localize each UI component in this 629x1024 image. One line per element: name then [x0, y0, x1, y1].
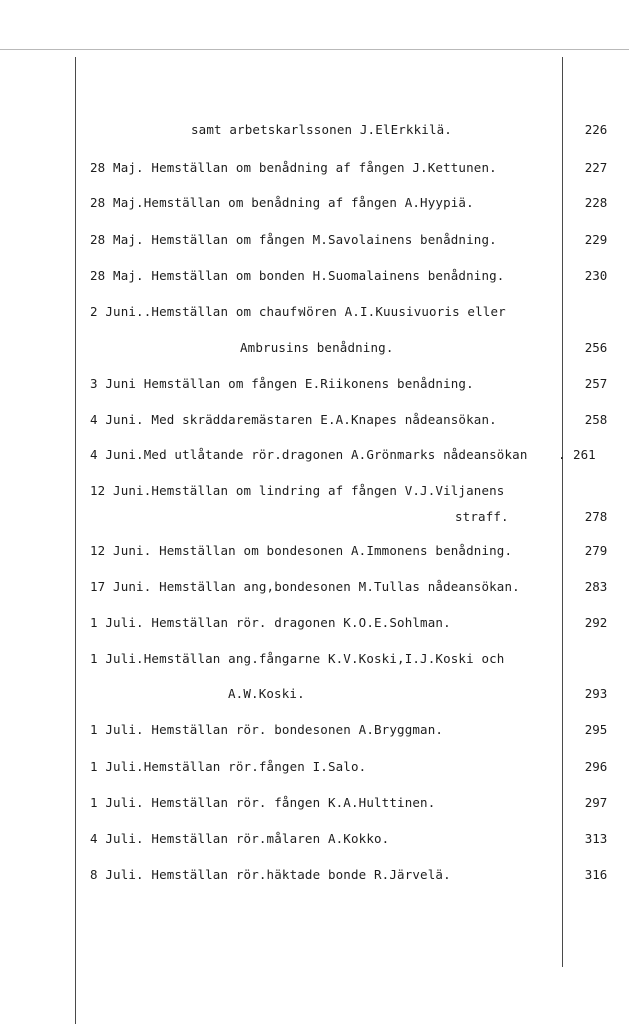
entry-text-continued: A.W.Koski.	[228, 686, 305, 701]
entry-text: 3 Juni Hemställan om fången E.Riikonens benådning.	[90, 376, 474, 391]
page-number: 292	[584, 615, 608, 630]
index-entry	[0, 615, 629, 639]
page-number: 230	[584, 268, 608, 283]
page-number: 296	[584, 759, 608, 774]
index-entry	[0, 722, 629, 746]
page-number: . 261	[558, 447, 596, 462]
index-entry	[0, 447, 629, 471]
index-entry-continuation	[0, 686, 629, 710]
index-entry	[0, 122, 629, 146]
index-entry	[0, 831, 629, 855]
index-entry	[0, 483, 629, 507]
entry-text: 4 Juli. Hemställan rör.målaren A.Kokko.	[90, 831, 390, 846]
index-entry	[0, 195, 629, 219]
page-number: 258	[584, 412, 608, 427]
entry-text: 4 Juni. Med skräddaremästaren E.A.Knapes nådeansökan.	[90, 412, 497, 427]
entry-text: 12 Juni.Hemställan om lindring af fången V.J.Viljanens	[90, 483, 505, 498]
entry-text: 1 Juli. Hemställan rör. fången K.A.Hulttinen.	[90, 795, 436, 810]
entry-text: 17 Juni. Hemställan ang,bondesonen M.Tullas nådeansökan.	[90, 579, 520, 594]
index-entry-continuation	[0, 509, 629, 533]
page-number: 293	[584, 686, 608, 701]
entry-text: 28 Maj. Hemställan om bonden H.Suomalainens benådning.	[90, 268, 505, 283]
entry-text: 8 Juli. Hemställan rör.häktade bonde R.Järvelä.	[90, 867, 451, 882]
entry-text: samt arbetskarlssonen J.ElErkkilä.	[191, 122, 452, 137]
entry-text-continued: straff.	[455, 509, 509, 524]
page-number: 283	[584, 579, 608, 594]
entry-text: 1 Juli.Hemställan rör.fången I.Salo.	[90, 759, 367, 774]
page-number: 226	[584, 122, 608, 137]
entry-text: 1 Juli. Hemställan rör. dragonen K.O.E.Sohlman.	[90, 615, 451, 630]
index-entry	[0, 579, 629, 603]
index-entry	[0, 543, 629, 567]
index-entry-continuation	[0, 340, 629, 364]
page-number: 256	[584, 340, 608, 355]
entry-text: 1 Juli.Hemställan ang.fångarne K.V.Koski,I.J.Koski och	[90, 651, 505, 666]
page-number: 229	[584, 232, 608, 247]
entry-text: 28 Maj.Hemställan om benådning af fången A.Hyypiä.	[90, 195, 474, 210]
page-number: 278	[584, 509, 608, 524]
index-entry	[0, 651, 629, 675]
entry-text: 28 Maj. Hemställan om benådning af fången J.Kettunen.	[90, 160, 497, 175]
page-number: 228	[584, 195, 608, 210]
entry-text: 28 Maj. Hemställan om fången M.Savolainens benådning.	[90, 232, 497, 247]
index-entry	[0, 867, 629, 891]
page-number: 279	[584, 543, 608, 558]
page-number: 297	[584, 795, 608, 810]
page-number: 257	[584, 376, 608, 391]
entry-text: 2 Juni..Hemställan om chaufฟören A.I.Kuusivuoris eller	[90, 304, 506, 319]
page-number: 227	[584, 160, 608, 175]
entry-text: 1 Juli. Hemställan rör. bondesonen A.Bryggman.	[90, 722, 444, 737]
entry-text: 4 Juni.Med utlåtande rör.dragonen A.Grönmarks nådeansökan	[90, 447, 528, 462]
index-entry	[0, 232, 629, 256]
page-number: 313	[584, 831, 608, 846]
index-entry	[0, 795, 629, 819]
index-entry	[0, 268, 629, 292]
index-entry	[0, 160, 629, 184]
page-number: 316	[584, 867, 608, 882]
page-number: 295	[584, 722, 608, 737]
entry-text: 12 Juni. Hemställan om bondesonen A.Immonens benådning.	[90, 543, 513, 558]
index-entry	[0, 376, 629, 400]
top-rule	[0, 49, 629, 50]
index-entry	[0, 412, 629, 436]
index-entry	[0, 304, 629, 328]
index-entry	[0, 759, 629, 783]
entry-text-continued: Ambrusins benådning.	[240, 340, 394, 355]
